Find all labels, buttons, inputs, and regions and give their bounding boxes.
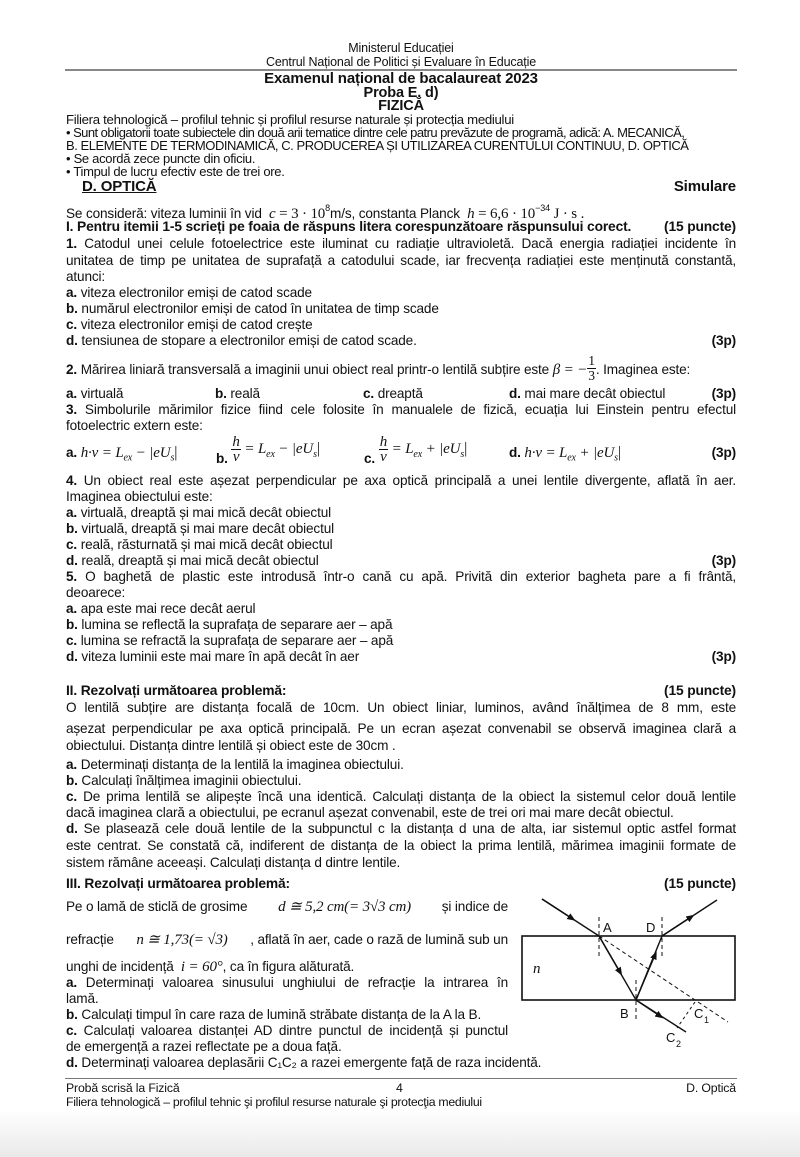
q1-option-c — [66, 317, 736, 333]
c-symbol: c — [269, 206, 276, 222]
q5-line-2: deoarece: — [66, 585, 126, 600]
part2-item-c-2: dacă imaginea clară a obiectului, pe ecranul așezat convenabil, este de trei ori mai mare decât obiectul. — [66, 805, 674, 820]
part3-item-d — [66, 1055, 736, 1071]
option-letter: b. — [215, 386, 227, 401]
option-text: numărul electronilor emiși de catod în unitatea de timp scade — [81, 301, 439, 316]
q4-number: 4. — [66, 473, 78, 488]
abs-bar: | — [174, 444, 178, 461]
c-exponent: 8 — [325, 203, 331, 213]
q4-line-1 — [66, 473, 736, 489]
option-letter: c. — [364, 451, 376, 467]
option-letter: d. — [509, 386, 521, 401]
part2-line-2: așezat perpendicular pe axa optică principală. Pe un ecran așezat convenabil se observă imaginea clară a — [66, 721, 736, 736]
q5-number: 5. — [66, 569, 78, 584]
part2-title: II. Rezolvați următoarea problemă: — [66, 683, 287, 698]
q5-text-1: O baghetă de plastic este introdusă într-o cană cu apă. Privită din exterior bagheta pare a fi frântă, — [85, 569, 736, 584]
instruction-bullet-3: • Timpul de lucru efectiv este de trei ore. — [66, 164, 285, 179]
item-letter: d. — [66, 1055, 78, 1070]
option-letter: c. — [66, 317, 78, 332]
q1-line-2: unitatea de timp pe unitatea de suprafață a catodului scade, iar frecvența radiației este menținută constantă, — [66, 253, 736, 268]
option-letter: a. — [66, 386, 78, 401]
h-unit: J · s . — [553, 206, 585, 222]
option-letter: a. — [66, 505, 78, 520]
item-text: Determinați valoarea sinusului unghiului de refracție la intrarea în — [85, 975, 508, 990]
option-text: reală, răsturnată și mai mică decât obiectul — [80, 537, 333, 552]
item-letter: c. — [66, 789, 78, 804]
q2-text: Mărirea liniară transversală a imaginii unui obiect real printr-o lentilă subțire este — [80, 362, 550, 378]
index-formula: n ≅ 1,73(= √3) — [136, 932, 228, 948]
page-edge-shadow — [0, 1110, 800, 1157]
q4-option-c — [66, 537, 736, 553]
part2-item-d-1 — [66, 821, 736, 837]
item-text: Calculați timpul în care raza de lumină străbate distanța de la A la B. — [81, 1007, 482, 1022]
sub: s — [313, 448, 317, 460]
page-number: 4 — [396, 1081, 403, 1095]
q1-line-1 — [66, 236, 736, 252]
item-text: Determinați valoarea deplasării C₁C₂ a razei emergente față de raza incidentă. — [81, 1055, 542, 1070]
q5-line-1 — [66, 569, 736, 585]
abs-bar: | — [464, 440, 468, 458]
frac-num: 1 — [588, 353, 595, 368]
instruction-bullet-2: • Se acordă zece puncte din oficiu. — [66, 151, 256, 166]
q5-option-b — [66, 617, 736, 633]
part3-title: III. Rezolvați următoarea problemă: — [66, 876, 290, 891]
h-exponent: −34 — [535, 203, 550, 213]
section-title: D. OPTICĂ — [82, 178, 157, 195]
item-text: Calculați valoarea distanței AD dintre punctul de incidență și punctul — [83, 1023, 508, 1038]
part3-item-a-1 — [66, 975, 508, 991]
filiera-line: Filiera tehnologică – profilul tehnic și profilul resurse naturale și protecția mediului — [66, 112, 514, 127]
item-letter: d. — [66, 821, 78, 836]
fraction-h-over-nu — [379, 435, 388, 464]
q4-option-b — [66, 521, 736, 537]
part3-item-a-2: lamă. — [66, 991, 99, 1006]
formula: h·ν = L — [524, 445, 568, 461]
option-text: lumina se refractă la suprafața de separare aer – apă — [80, 633, 394, 648]
part2-points: (15 puncte) — [664, 683, 736, 698]
part3-text: și indice de — [441, 899, 508, 914]
section-heading-row — [66, 179, 736, 195]
option-letter: b. — [216, 451, 228, 467]
fraction-h-over-nu — [231, 435, 240, 464]
sub: s — [460, 448, 465, 460]
q2-line — [66, 353, 736, 385]
part2-line-3: obiectului. Distanța dintre lentilă și obiect este de 30cm . — [66, 738, 396, 753]
option-letter: c. — [66, 633, 78, 648]
formula: + |eU — [422, 441, 461, 458]
instruction-bullet-1: • Sunt obligatorii toate subiectele din două arii tematice dintre cele patru prevăzute de programă, adică: A. MECANICĂ, — [66, 125, 685, 140]
instruction-bullet-1-cont: B. ELEMENTE DE TERMODINAMICĂ, C. PRODUCEREA ȘI UTILIZAREA CURENTULUI CONTINUU, D. OPTICĂ — [66, 138, 689, 153]
simulare-tag: Simulare — [673, 178, 736, 195]
q3-option-b — [216, 434, 320, 467]
option-text: reală, dreaptă și mai mică decât obiectul — [81, 553, 319, 568]
sub: ex — [266, 448, 275, 460]
option-letter: d. — [509, 445, 521, 460]
label-C2-sub: 2 — [676, 1039, 682, 1049]
part3-text: refracție — [66, 932, 114, 947]
part3-text: , ca în figura alăturată. — [222, 959, 355, 974]
q3-option-a — [66, 445, 177, 467]
footer-right: D. Optică — [686, 1081, 736, 1095]
abs-bar: | — [316, 440, 320, 458]
part1-heading — [66, 219, 736, 235]
footer-left: Probă scrisă la Fizică — [66, 1081, 180, 1095]
c-unit: m/s — [330, 206, 352, 221]
sub: s — [614, 452, 618, 464]
sub: s — [170, 452, 175, 464]
option-text: apa este mai rece decât aerul — [80, 601, 256, 616]
q1-option-d — [66, 333, 736, 349]
q3-line-1 — [66, 402, 736, 418]
formula: h·ν = L — [80, 445, 124, 461]
part2-item-c-1 — [66, 789, 736, 805]
q3-text-1: Simbolurile mărimilor fizice fiind cele folosite în manualele de fizică, ecuația lui Einstein pentru efectul — [84, 402, 736, 417]
item-letter: a. — [66, 757, 78, 772]
part3-line-2 — [66, 932, 508, 948]
q2-number: 2. — [66, 362, 78, 378]
q1-option-a — [66, 285, 736, 301]
part2-item-b — [66, 773, 736, 789]
footer-rule — [65, 1078, 737, 1079]
refraction-diagram — [500, 892, 760, 1052]
option-text: reală — [230, 386, 260, 401]
option-text: mai mare decât obiectul — [524, 386, 666, 401]
planck-label: , constanta Planck — [351, 206, 460, 221]
option-letter: b. — [66, 521, 78, 536]
option-letter: a. — [66, 445, 78, 460]
part2-item-a — [66, 757, 736, 773]
q1-line-3: atunci: — [66, 269, 106, 284]
exam-title: Examenul național de bacalaureat 2023 — [264, 70, 538, 87]
option-letter: c. — [66, 537, 78, 552]
q1-option-b — [66, 301, 736, 317]
q1-text-1: Catodul unei celule fotoelectrice este iluminat cu radiație ultravioletă. Dacă energia radiației incidente în — [84, 236, 736, 251]
q5-option-a — [66, 601, 736, 617]
part2-heading — [66, 683, 736, 699]
label-B: B — [620, 1006, 629, 1021]
part3-text: unghi de incidență — [66, 959, 174, 974]
label-n: n — [533, 961, 541, 977]
exam-proba: Proba E. d) — [363, 85, 439, 101]
formula: + |eU — [575, 445, 615, 461]
sub: ex — [123, 452, 133, 464]
formula: − |eU — [132, 445, 171, 461]
part3-item-c-1 — [66, 1023, 508, 1039]
part2-line-1: O lentilă subțire are distanța focală de 10cm. Un obiect liniar, luminos, având înălțimea de 8 mm, este — [66, 700, 736, 715]
option-letter: a. — [66, 285, 78, 300]
option-text: viteza electronilor emiși de catod scade — [80, 285, 312, 300]
frac-num: h — [379, 434, 388, 450]
ministry-name: Ministerul Educației — [348, 41, 454, 55]
option-text: virtuală, dreaptă și mai mică decât obiectul — [80, 505, 331, 520]
item-letter: c. — [66, 1023, 78, 1038]
option-letter: d. — [66, 333, 78, 348]
frac-den: ν — [232, 449, 240, 465]
label-D: D — [646, 920, 656, 935]
q5-option-c — [66, 633, 736, 649]
option-letter: a. — [66, 601, 78, 616]
item-text: Determinați distanța de la lentilă la imaginea obiectului. — [80, 757, 404, 772]
label-C1: C — [694, 1006, 704, 1021]
frac-num: h — [232, 434, 240, 450]
c-value: = 3 · 10 — [279, 206, 326, 222]
q1-number: 1. — [66, 236, 78, 251]
fraction-one-third — [587, 354, 596, 383]
frac-den: 3 — [588, 368, 595, 383]
part3-item-c-2: de emergență a razei reflectate pe a doua față. — [66, 1039, 342, 1054]
sub: ex — [413, 448, 422, 460]
label-C2: C — [666, 1030, 676, 1045]
footer-filiera: Filiera tehnologică – profilul tehnic şi profilul resurse naturale şi protecţia mediului — [66, 1095, 482, 1109]
abs-bar: | — [617, 444, 621, 461]
item-letter: b. — [66, 1007, 78, 1022]
part1-title: I. Pentru itemii 1-5 scrieți pe foaia de răspuns litera corespunzătoare răspunsului corect. — [66, 219, 632, 234]
q2-after: . Imaginea este: — [595, 362, 691, 378]
option-text: lumina se reflectă la suprafața de separare aer – apă — [81, 617, 393, 632]
q4-option-d — [66, 553, 736, 569]
q3-line-2: fotoelectric extern este: — [66, 418, 203, 433]
h-symbol: h — [467, 206, 475, 222]
q3-option-c — [364, 434, 468, 467]
label-A: A — [603, 920, 612, 935]
part2-item-d-3: sistem rămâne aceeași. Calculați distanța d dintre lentile. — [66, 855, 401, 870]
q3-option-d — [509, 445, 621, 467]
option-letter: d. — [66, 649, 78, 664]
option-letter: b. — [66, 301, 78, 316]
q5-points: (3p) — [711, 649, 736, 664]
option-letter: b. — [66, 617, 78, 632]
formula: = L — [388, 441, 414, 458]
q3-points: (3p) — [711, 445, 736, 460]
item-text: Calculați înălțimea imaginii obiectului. — [81, 773, 302, 788]
item-text: De prima lentilă se alipește încă una identică. Calculați distanța de la obiect la sistemul celor două lentile — [83, 789, 736, 804]
label-C1-sub: 1 — [704, 1015, 710, 1025]
q4-points: (3p) — [711, 553, 736, 568]
formula: = L — [240, 441, 267, 458]
h-value: = 6,6 · 10 — [478, 206, 536, 222]
option-text: virtuală, dreaptă și mai mare decât obiectul — [81, 521, 334, 536]
part1-points: (15 puncte) — [664, 219, 736, 234]
option-text: viteza electronilor emiși de catod crește — [80, 317, 313, 332]
thickness-formula: d ≅ 5,2 cm(= 3√3 cm) — [278, 899, 412, 915]
q5-option-d — [66, 649, 736, 665]
part3-line-1 — [66, 899, 508, 915]
glass-plate — [522, 936, 735, 1000]
option-letter: c. — [363, 386, 375, 401]
q4-text-1: Un obiect real este așezat perpendicular pe axa optică principală a unei lentile divergente, aflată în aer. — [83, 473, 736, 488]
q4-option-a — [66, 505, 736, 521]
option-text: tensiunea de stopare a electronilor emiși de catod scade. — [81, 333, 417, 348]
option-text: viteza luminii este mai mare în apă decât în aer — [81, 649, 360, 664]
constants-intro: Se consideră: viteza luminii în vid — [66, 206, 262, 221]
item-letter: b. — [66, 773, 78, 788]
q1-points: (3p) — [711, 333, 736, 348]
q4-line-2: Imaginea obiectului este: — [66, 489, 213, 504]
sub: ex — [567, 452, 576, 464]
part3-heading — [66, 876, 736, 892]
option-text: virtuală — [80, 386, 124, 401]
item-letter: a. — [66, 975, 78, 990]
part3-points: (15 puncte) — [664, 876, 736, 891]
item-text: Se plasează cele două lentile de la subpunctul c la distanța d una de alta, iar sistemul optic astfel format — [83, 821, 736, 836]
angle-formula: i = 60° — [180, 959, 223, 975]
exam-subject: FIZICĂ — [378, 98, 424, 114]
option-letter: d. — [66, 553, 78, 568]
part3-text: Pe o lamă de sticlă de grosime — [66, 899, 248, 914]
formula: − |eU — [274, 441, 314, 458]
option-text: dreaptă — [377, 386, 423, 401]
beta-expression: β = − — [552, 362, 588, 379]
frac-den: ν — [380, 449, 387, 465]
part3-text: , aflată în aer, cade o rază de lumină sub un — [250, 932, 508, 947]
q3-number: 3. — [66, 402, 78, 417]
center-name: Centrul Național de Politici și Evaluare în Educație — [265, 55, 537, 69]
q2-points: (3p) — [711, 386, 736, 401]
part2-item-d-2: este centrat. Se constată că, indiferent de distanța de la obiect la prima lentilă, mărimea imaginii formate de — [66, 838, 736, 853]
